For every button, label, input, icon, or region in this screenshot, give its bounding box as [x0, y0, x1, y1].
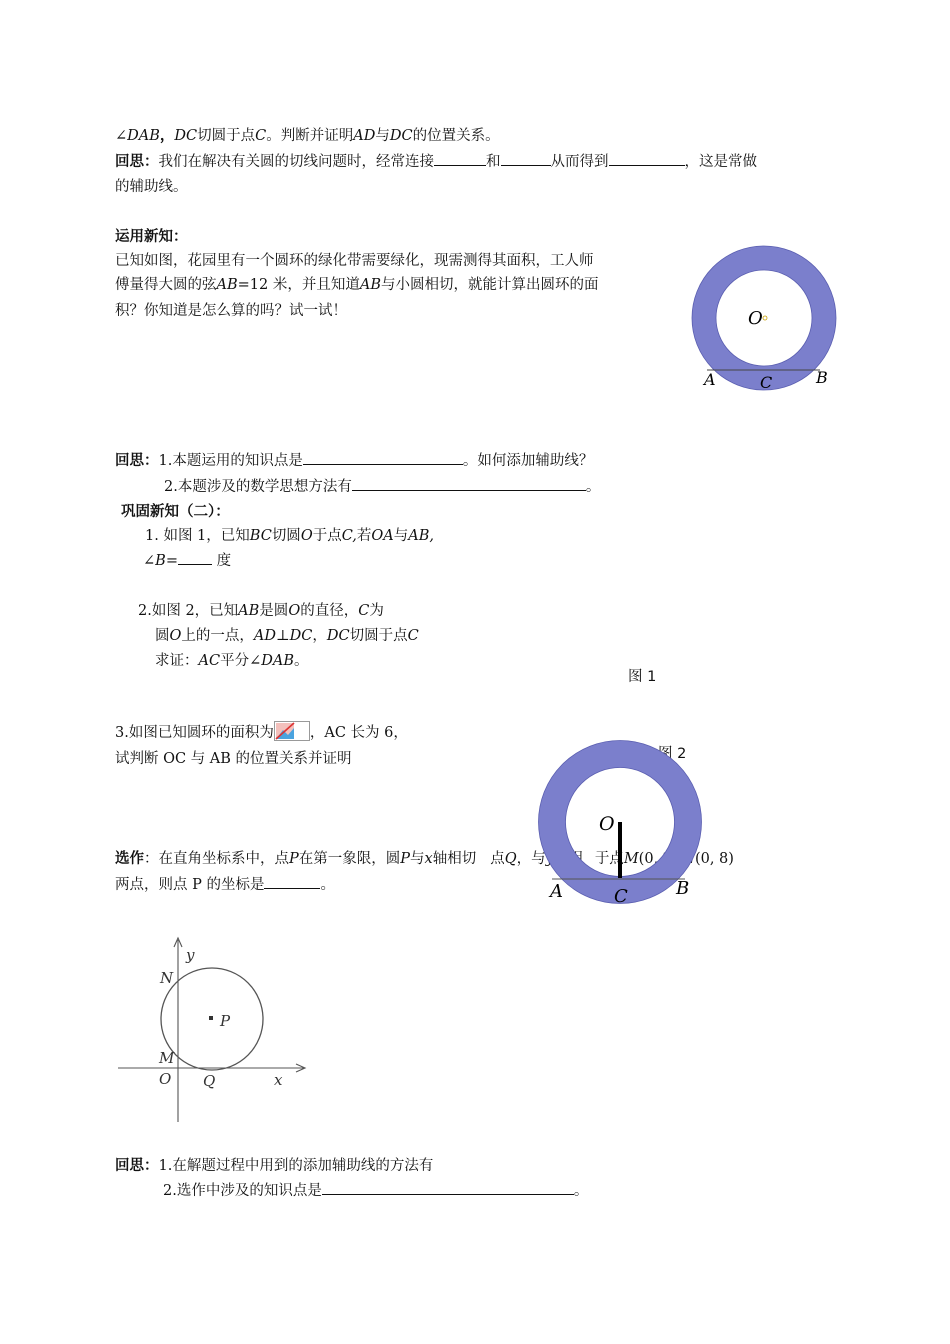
label-q: Q — [203, 1072, 216, 1090]
text: 的辅助线。 — [115, 179, 188, 195]
text: 。 — [294, 653, 309, 669]
text: 2.本题涉及的数学思想方法有 — [164, 479, 352, 495]
text: =12 米，并且知道 — [237, 277, 360, 293]
answer-blank[interactable] — [501, 151, 551, 166]
reflect-label: 回思： — [115, 1157, 159, 1174]
text: = — [165, 553, 178, 569]
point-p — [209, 1016, 213, 1020]
math-ad: AD — [253, 628, 276, 644]
math-dc: DC — [389, 128, 413, 144]
answer-blank[interactable] — [322, 1180, 574, 1195]
text: 点 — [490, 851, 505, 867]
figure1-caption: 图 1 — [628, 669, 657, 685]
text: 。 — [320, 877, 335, 893]
math-o: O — [288, 603, 301, 619]
intro-line — [115, 125, 500, 147]
text: 轴相 — [553, 851, 583, 867]
reflect3-line2 — [163, 1180, 588, 1202]
math-x: x — [424, 851, 433, 867]
q2-line3 — [155, 650, 309, 672]
text: 的位置关系。 — [412, 128, 500, 144]
text: 傅量得大圆的弦 — [115, 277, 217, 293]
answer-blank[interactable] — [303, 450, 463, 465]
text: ：在直角坐标系中，点 — [144, 851, 289, 867]
label-o: O — [159, 1070, 172, 1088]
center-point — [763, 316, 767, 320]
q2-line2 — [155, 625, 419, 647]
q1-line1 — [145, 525, 434, 547]
math-bc: BC — [249, 528, 272, 544]
label-c: C — [760, 373, 773, 392]
reflect-label: 回思： — [115, 452, 159, 469]
reflect1-line1 — [115, 151, 757, 173]
label-c: C — [614, 886, 628, 907]
text: 2.如图 2，已知 — [138, 603, 239, 619]
text: 从而得到 — [550, 154, 609, 170]
math-ac: AC — [198, 653, 221, 669]
label-o: O — [599, 813, 615, 835]
label-a: A — [550, 881, 563, 902]
consolidate-heading: 巩固新知（二）： — [121, 503, 230, 520]
text: 平分∠ — [220, 653, 262, 669]
math-ab: AB — [216, 277, 238, 293]
math-o: O — [169, 628, 182, 644]
text: 3.如图已知圆环的面积为 — [115, 725, 274, 741]
q2-line1 — [138, 600, 384, 622]
text: 切圆于点 — [349, 628, 408, 644]
optional-line2 — [115, 874, 335, 896]
image-placeholder-icon — [274, 721, 310, 741]
text: 是圆 — [259, 603, 289, 619]
coordinate-graph — [112, 930, 312, 1125]
optional-label: 选作 — [115, 850, 144, 867]
math-oa: OA — [371, 528, 394, 544]
math-n: N — [682, 851, 695, 867]
answer-blank[interactable] — [264, 874, 320, 889]
math-c: C — [358, 603, 370, 619]
math-c: C — [407, 628, 419, 644]
math-y: y — [545, 851, 554, 867]
math-q: Q — [504, 851, 517, 867]
apply-line2 — [115, 274, 599, 296]
figure2-caption: 图 2 — [658, 746, 687, 762]
text: 1.本题运用的知识点是 — [158, 453, 303, 469]
label-x: x — [274, 1071, 283, 1089]
math-dab: DAB — [261, 653, 294, 669]
q3-line2: 试判断 OC 与 AB 的位置关系并证明 — [115, 751, 352, 767]
label-a: A — [704, 370, 716, 389]
annulus-figure — [690, 242, 850, 402]
text: 圆 — [155, 628, 170, 644]
math-ad: AD — [353, 128, 376, 144]
text: ， — [312, 628, 327, 644]
text: 。判断并证明 — [266, 128, 354, 144]
math-p: P — [289, 851, 299, 867]
text: 若 — [356, 528, 372, 544]
math-p: P — [400, 851, 411, 867]
annulus-figure-2 — [535, 742, 715, 912]
reflect1-line2 — [115, 176, 188, 198]
text: 于点 — [594, 851, 624, 867]
math-dc: DC — [326, 628, 350, 644]
text: 上的一点， — [181, 628, 254, 644]
answer-blank[interactable] — [609, 151, 685, 166]
reflect2-line1 — [115, 450, 593, 472]
math-c: C, — [341, 528, 357, 544]
math-c: C — [255, 128, 267, 144]
apply-line1: 已知如图，花园里有一个圆环的绿化带需要绿化，现需测得其面积，工人师 — [115, 253, 594, 269]
answer-blank[interactable] — [434, 151, 486, 166]
text: (0, 8) — [694, 851, 734, 867]
label-o: O — [748, 308, 763, 329]
math-ab: AB — [238, 603, 260, 619]
math-b: B — [155, 553, 166, 569]
text: 度 — [211, 553, 232, 569]
comma: ， — [159, 127, 175, 144]
text: 求证： — [155, 653, 199, 669]
text: 于点 — [312, 528, 342, 544]
label-m: M — [159, 1049, 175, 1067]
text: 切圆于点 — [197, 128, 256, 144]
math-ab: AB — [359, 277, 381, 293]
text: 轴相切 — [432, 851, 477, 867]
text: 两点，则点 P 的坐标是 — [115, 877, 265, 893]
apply-heading: 运用新知： — [115, 228, 188, 245]
math-o: O — [300, 528, 313, 544]
answer-blank[interactable] — [178, 550, 212, 565]
text: 1.在解题过程中用到的添加辅助线的方法有 — [158, 1158, 434, 1174]
text: 与小圆相切，就能计算出圆环的面 — [381, 277, 599, 293]
text: (0, 2), — [638, 851, 683, 867]
q3-line1 — [115, 721, 408, 744]
text: 和 — [486, 154, 501, 170]
label-p: P — [220, 1012, 231, 1030]
reflect-label: 回思： — [115, 153, 159, 170]
math-dc: DC — [289, 628, 313, 644]
text: 与 — [410, 851, 425, 867]
math-m: M — [623, 851, 639, 867]
text: 。 — [585, 479, 601, 495]
reflect3-line1 — [115, 1155, 433, 1177]
text: 1. 如图 1，已知 — [145, 528, 250, 544]
apply-line3: 积？你知道是怎么算的吗？试一试！ — [115, 303, 347, 319]
math-ab: AB, — [408, 528, 434, 544]
angle-symbol: ∠ — [115, 128, 128, 144]
label-b: B — [676, 878, 690, 899]
text: ⊥ — [276, 628, 290, 644]
text: 的直径， — [300, 603, 359, 619]
reflect2-line2 — [164, 476, 600, 498]
text: 与 — [375, 128, 390, 144]
label-n: N — [160, 969, 174, 987]
angle-symbol: ∠ — [143, 553, 156, 569]
text: 与 — [393, 528, 409, 544]
q1-line2 — [143, 550, 231, 572]
text: ，AC 长为 6， — [309, 725, 408, 741]
label-y: y — [186, 946, 195, 964]
text: 切圆 — [271, 528, 301, 544]
text: ，这是常做 — [684, 154, 757, 170]
math-dc: DC — [174, 128, 198, 144]
answer-blank[interactable] — [352, 476, 586, 491]
text: ，与 — [516, 851, 546, 867]
label-b: B — [816, 368, 828, 387]
text: 为 — [369, 603, 384, 619]
text: 在第一象限，圆 — [298, 851, 401, 867]
text: 。 — [573, 1183, 589, 1199]
math-dab: DAB — [127, 128, 160, 144]
text: 。如何添加辅助线？ — [462, 453, 594, 469]
text: 我们在解决有关圆的切线问题时，经常连接 — [158, 154, 434, 170]
text: 2.选作中涉及的知识点是 — [163, 1183, 322, 1199]
